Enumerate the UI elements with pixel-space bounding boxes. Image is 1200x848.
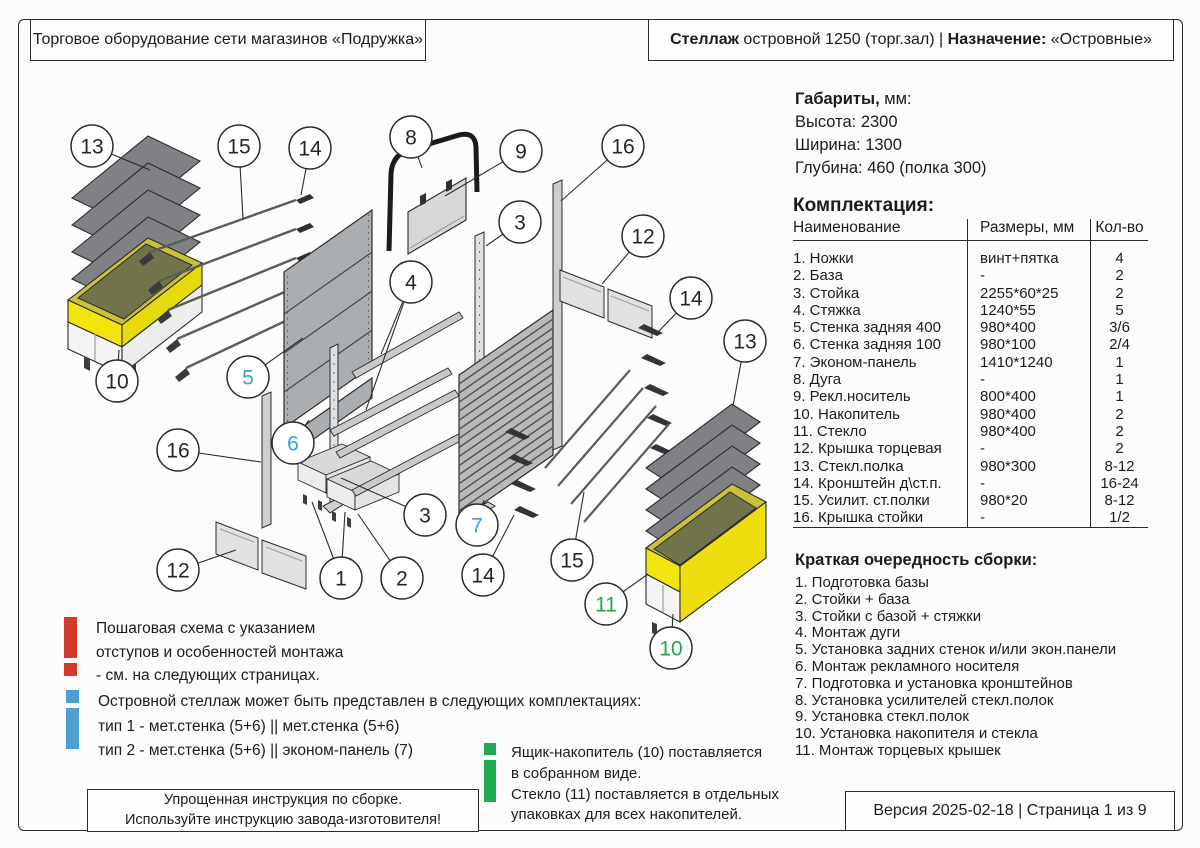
note-green bbox=[484, 743, 779, 826]
kit-cell: 10. Накопитель bbox=[793, 405, 900, 423]
kit-col-size: Размеры, мм bbox=[967, 219, 1090, 241]
kit-col-qty: Кол-во bbox=[1090, 219, 1148, 241]
bracket bbox=[514, 506, 539, 518]
note-line: тип 2 - мет.стенка (5+6) || эконом-панель (7) bbox=[98, 742, 414, 759]
ad-panel bbox=[408, 178, 466, 254]
kit-cell: 980*100 bbox=[967, 336, 1090, 353]
dimensions-lines bbox=[795, 111, 987, 180]
kit-cell: 5. Стенка задняя 400 bbox=[793, 319, 941, 337]
kit-cell: - bbox=[967, 440, 1090, 457]
kit-cell: 2 bbox=[1090, 285, 1148, 302]
callout-number: 12 bbox=[631, 225, 655, 249]
kit-cell: 1. Ножки bbox=[793, 250, 854, 267]
callout-number: 3 bbox=[514, 211, 526, 235]
kit-cell: 2 bbox=[1090, 406, 1148, 423]
callout-number: 3 bbox=[419, 504, 431, 528]
note-green-text bbox=[511, 743, 779, 826]
kit-cell: 980*300 bbox=[967, 458, 1090, 475]
callout-1 bbox=[320, 557, 362, 599]
kit-cell: 2. База bbox=[793, 267, 843, 285]
header-product-box bbox=[648, 19, 1174, 61]
note-red bbox=[64, 617, 343, 688]
assembly-step: 5. Установка задних стенок и/или экон.панели bbox=[795, 641, 1117, 659]
kit-cell: 4 bbox=[1090, 241, 1148, 267]
callout-14 bbox=[289, 127, 331, 169]
kit-cell: 2 bbox=[1090, 423, 1148, 440]
callout-9 bbox=[500, 130, 542, 172]
callout-number: 16 bbox=[166, 439, 190, 463]
callout-12 bbox=[622, 215, 664, 257]
kit-cell: 16-24 bbox=[1090, 475, 1148, 492]
callout-2 bbox=[381, 557, 423, 599]
note-line: Островной стеллаж может быть представлен в следующих комплектациях: bbox=[98, 693, 642, 710]
kit-cell: 980*400 bbox=[967, 406, 1090, 423]
callout-number: 8 bbox=[405, 126, 417, 150]
kit-cell: 1 bbox=[1090, 371, 1148, 388]
note-line: упаковках для всех накопителей. bbox=[511, 806, 743, 824]
kit-cell: 1410*1240 bbox=[967, 354, 1090, 371]
assembly-step: 11. Монтаж торцевых крышек bbox=[795, 741, 1001, 759]
kit-cell: 1 bbox=[1090, 354, 1148, 371]
footer-disclaimer-box bbox=[87, 789, 479, 832]
callout-13 bbox=[71, 125, 113, 167]
callout-number: 2 bbox=[396, 567, 408, 591]
callout-number: 14 bbox=[298, 137, 322, 161]
kit-cell: 4. Стяжка bbox=[793, 301, 861, 319]
kit-cell: - bbox=[967, 267, 1090, 284]
kit-cell: 2255*60*25 bbox=[967, 285, 1090, 302]
info-bar-icon bbox=[484, 743, 496, 826]
kit-table bbox=[793, 219, 1148, 528]
shelf-reinforcer-bars-right bbox=[545, 370, 669, 522]
dimension-line: Высота: 2300 bbox=[795, 113, 898, 131]
callout-number: 5 bbox=[242, 366, 254, 390]
callout-3 bbox=[404, 494, 446, 536]
kit-cell: 1240*55 bbox=[967, 302, 1090, 319]
dimensions-block bbox=[795, 88, 987, 180]
assembly-title: Краткая очередность сборки: bbox=[795, 551, 1038, 569]
callout-8 bbox=[390, 116, 432, 158]
kit-cell: 13. Стекл.полка bbox=[793, 457, 904, 475]
callout-number: 9 bbox=[515, 140, 527, 164]
kit-cell: 14. Кронштейн д\ст.п. bbox=[793, 474, 942, 492]
bracket bbox=[644, 384, 669, 396]
dimension-line: Глубина: 460 (полка 300) bbox=[795, 159, 987, 177]
callout-14 bbox=[462, 554, 504, 596]
callout-16 bbox=[602, 125, 644, 167]
callout-6 bbox=[272, 422, 314, 464]
assembly-step: 4. Монтаж дуги bbox=[795, 624, 901, 642]
callout-number: 14 bbox=[679, 287, 703, 311]
kit-cell: - bbox=[967, 475, 1090, 492]
note-red-text bbox=[96, 617, 343, 688]
callout-number: 7 bbox=[471, 514, 483, 538]
callout-number: 12 bbox=[166, 559, 190, 583]
callout-number: 15 bbox=[227, 135, 251, 159]
kit-cell: 5 bbox=[1090, 302, 1148, 319]
kit-cell: - bbox=[967, 509, 1090, 526]
kit-cell: 11. Стекло bbox=[793, 422, 867, 440]
kit-cell: 980*400 bbox=[967, 319, 1090, 336]
note-line: Ящик-накопитель (10) поставляется bbox=[511, 744, 763, 761]
note-line: Стекло (11) поставляется в отдельных bbox=[511, 785, 779, 803]
kit-cell: 16. Крышка стойки bbox=[793, 509, 924, 527]
info-bar-icon bbox=[66, 690, 79, 764]
callout-number: 14 bbox=[471, 564, 495, 588]
kit-cell: 8-12 bbox=[1090, 492, 1148, 509]
kit-cell: 15. Усилит. ст.полки bbox=[793, 492, 930, 510]
kit-cell: 12. Крышка торцевая bbox=[793, 440, 942, 458]
note-line: тип 1 - мет.стенка (5+6) || мет.стенка (5+6) bbox=[98, 717, 400, 735]
kit-col-name: Наименование bbox=[793, 219, 967, 241]
assembly-step: 2. Стойки + база bbox=[795, 590, 910, 608]
kit-cell: 980*400 bbox=[967, 423, 1090, 440]
callout-12 bbox=[157, 549, 199, 591]
callout-10 bbox=[650, 627, 692, 669]
assembly-step: 3. Стойки с базой + стяжки bbox=[795, 607, 982, 625]
kit-cell: 2/4 bbox=[1090, 336, 1148, 353]
callout-number: 11 bbox=[595, 593, 617, 617]
product-title: Стеллаж островной 1250 (торг.зал) | Назначение: «Островные» bbox=[670, 31, 1152, 48]
footer-version-box bbox=[845, 791, 1175, 831]
callout-number: 6 bbox=[287, 432, 299, 456]
callout-15 bbox=[218, 125, 260, 167]
version-page-label: Версия 2025-02-18 | Страница 1 из 9 bbox=[873, 802, 1147, 819]
callout-number: 13 bbox=[80, 135, 104, 159]
bracket bbox=[511, 480, 536, 492]
disclaimer-line: Используйте инструкцию завода-изготовителя! bbox=[124, 811, 442, 828]
note-line: - см. на следующих страницах. bbox=[96, 667, 320, 684]
callout-14 bbox=[670, 277, 712, 319]
kit-cell: 1/2 bbox=[1090, 509, 1148, 526]
callout-11 bbox=[585, 583, 627, 625]
dimensions-title: Габариты, мм: bbox=[795, 90, 912, 108]
kit-title: Комплектация: bbox=[793, 195, 935, 216]
kit-cell: 980*20 bbox=[967, 492, 1090, 509]
callout-3 bbox=[499, 201, 541, 243]
note-line: Пошаговая схема с указанием bbox=[96, 620, 316, 637]
kit-cell: 3. Стойка bbox=[793, 284, 860, 302]
kit-cell: - bbox=[967, 371, 1090, 388]
post-cover-strip-right bbox=[553, 180, 562, 450]
economy-panel bbox=[459, 310, 553, 520]
callout-number: 16 bbox=[611, 135, 635, 159]
kit-cell: 7. Эконом-панель bbox=[793, 353, 917, 371]
kit-cell: 2 bbox=[1090, 267, 1148, 284]
post-cover-strip-left bbox=[262, 392, 271, 528]
kit-cell: 3/6 bbox=[1090, 319, 1148, 336]
callout-15 bbox=[551, 539, 593, 581]
note-line: отступов и особенностей монтажа bbox=[96, 643, 344, 661]
note-line: в собранном виде. bbox=[511, 764, 642, 782]
callout-number: 4 bbox=[405, 271, 417, 295]
assembly-step: 9. Установка стекл.полок bbox=[795, 708, 969, 726]
assembly-step: 1. Подготовка базы bbox=[795, 574, 929, 591]
assembly-step: 6. Монтаж рекламного носителя bbox=[795, 657, 1020, 675]
exclamation-icon bbox=[64, 617, 77, 688]
kit-cell: винт+пятка bbox=[967, 241, 1090, 267]
assembly-step: 10. Установка накопителя и стекла bbox=[795, 725, 1038, 743]
end-cover-panels-left bbox=[216, 522, 306, 589]
callout-10 bbox=[96, 360, 138, 402]
callout-4 bbox=[390, 261, 432, 303]
callout-number: 15 bbox=[560, 549, 584, 573]
assembly-steps bbox=[795, 575, 1116, 760]
kit-cell: 6. Стенка задняя 100 bbox=[793, 336, 941, 354]
assembly-step: 7. Подготовка и установка кронштейнов bbox=[795, 674, 1073, 692]
kit-cell: 2 bbox=[1090, 440, 1148, 457]
dimension-line: Ширина: 1300 bbox=[795, 136, 902, 154]
callout-16 bbox=[157, 429, 199, 471]
callout-number: 10 bbox=[105, 370, 129, 394]
company-title: Торговое оборудование сети магазинов «Подружка» bbox=[32, 31, 424, 48]
header-company-box bbox=[30, 19, 426, 61]
kit-cell: 800*400 bbox=[967, 388, 1090, 405]
callout-5 bbox=[227, 356, 269, 398]
kit-cell: 8. Дуга bbox=[793, 371, 842, 389]
kit-cell: 9. Рекл.носитель bbox=[793, 388, 911, 406]
callout-7 bbox=[456, 504, 498, 546]
callout-13 bbox=[724, 320, 766, 362]
end-cover-panels-right bbox=[560, 270, 652, 338]
callout-number: 13 bbox=[733, 330, 757, 354]
assembly-step: 8. Установка усилителей стекл.полок bbox=[795, 691, 1054, 709]
callout-number: 10 bbox=[659, 637, 683, 661]
kit-cell: 8-12 bbox=[1090, 458, 1148, 475]
bracket bbox=[641, 354, 666, 366]
kit-cell: 1 bbox=[1090, 388, 1148, 405]
callout-number: 1 bbox=[335, 567, 347, 591]
disclaimer-line: Упрощенная инструкция по сборке. bbox=[163, 792, 403, 809]
